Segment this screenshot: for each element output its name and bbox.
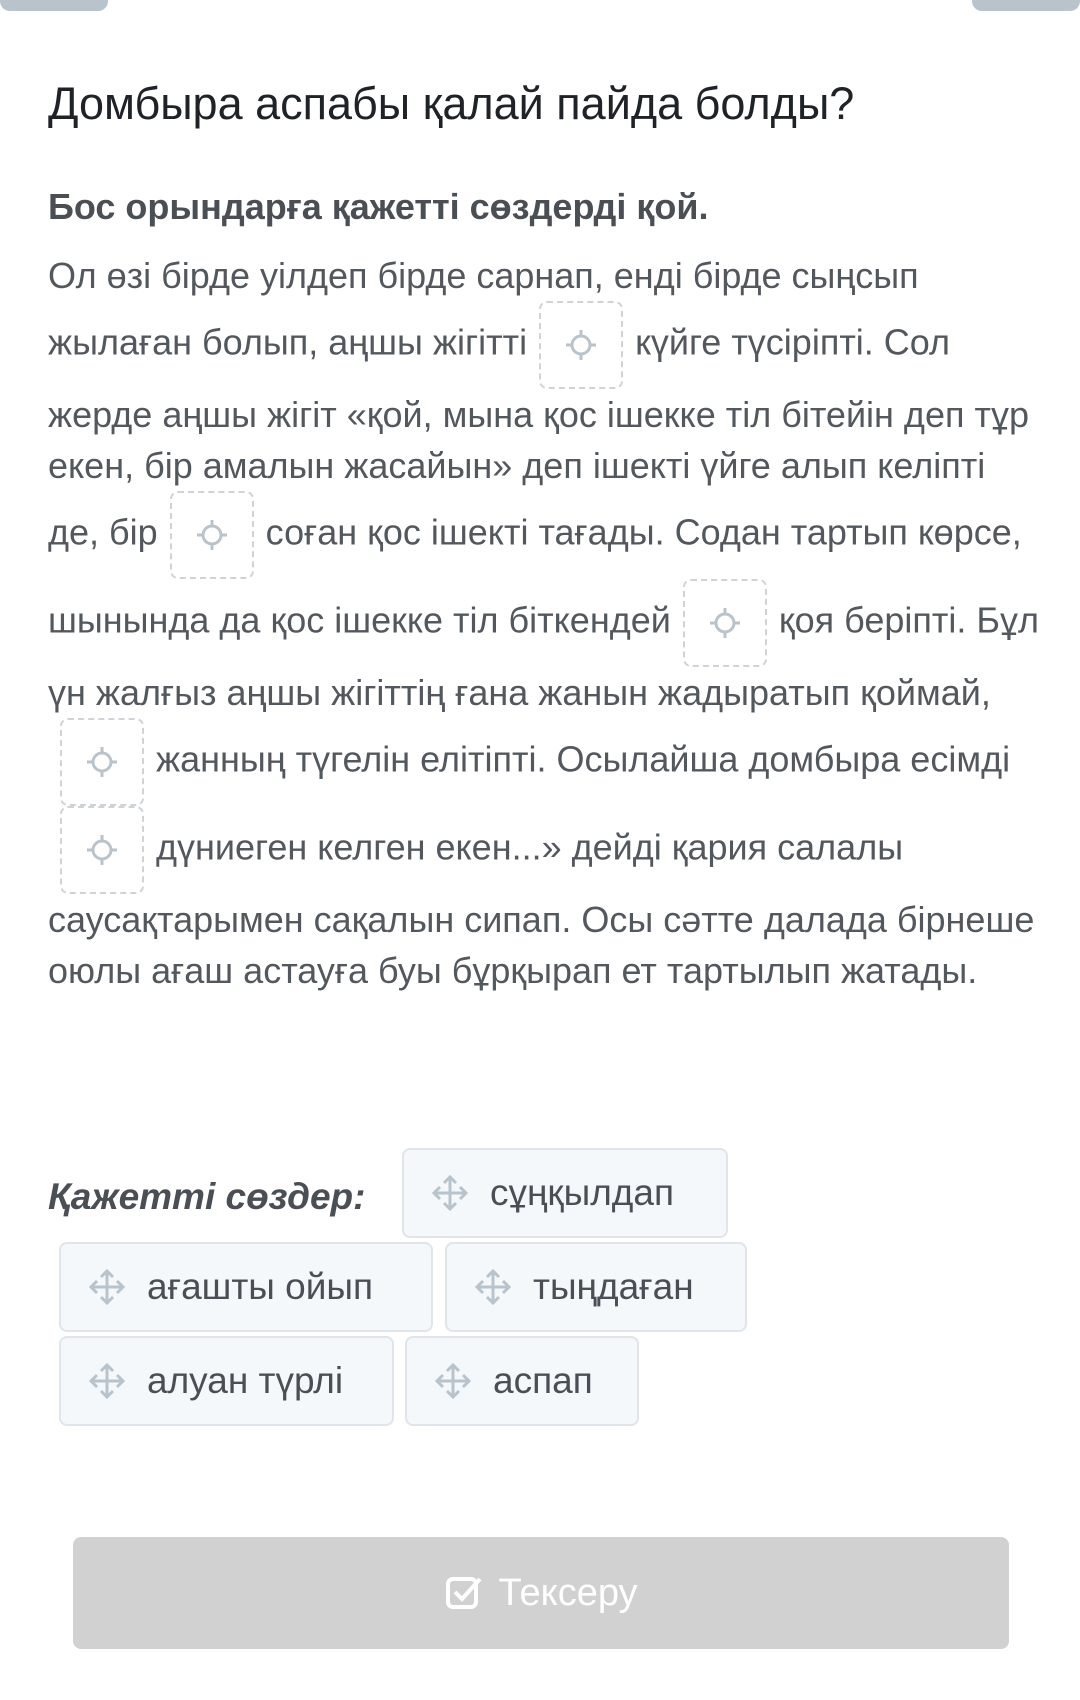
blank-drop-zone-3[interactable]: [683, 579, 767, 667]
move-arrows-icon: [433, 1361, 473, 1401]
check-button[interactable]: [73, 1537, 1009, 1649]
passage-segment-6: дүниеген келген екен...» дейді қария салалы саусақтарымен сақалын сипап. Осы сәтте далада бірнеше оюлы ағаш астауға буы бұрқырап ет тартылып жатады.: [48, 826, 1035, 991]
blank-drop-zone-5[interactable]: [60, 806, 144, 894]
blank-drop-zone-4[interactable]: [60, 718, 144, 806]
passage-text: [48, 250, 1043, 996]
check-button-label: Тексеру: [498, 1571, 638, 1614]
move-arrows-icon: [430, 1173, 470, 1213]
word-chip-label: тыңдаған: [533, 1266, 694, 1307]
instruction-text: Бос орындарға қажетті сөздерді қой.: [48, 186, 709, 227]
required-words-label: Қажетті сөздер:: [48, 1176, 366, 1217]
word-chip-2[interactable]: [59, 1242, 433, 1332]
blank-drop-zone-2[interactable]: [170, 491, 254, 579]
word-chip-label: сұңқылдап: [490, 1172, 675, 1213]
crosshair-icon: [563, 327, 599, 363]
move-arrows-icon: [87, 1361, 127, 1401]
passage-segment-2: күйге түсіріпті. Сол жерде аңшы жігіт «қой, мына қос ішекке тіл бітейін деп тұр екен, бір амалын жасайын» деп ішекті үйге алып келіпті де, бір: [48, 321, 1029, 553]
top-right-tab-stub: [972, 0, 1080, 11]
word-chip-3[interactable]: [445, 1242, 747, 1332]
page-title: Домбыра аспабы қалай пайда болды?: [48, 78, 855, 130]
passage-segment-3: соған қос ішекті тағады. Содан тартып көрсе, шынында да қос ішекке тіл біткендей: [48, 511, 1022, 641]
checkbox-check-icon: [444, 1573, 484, 1613]
passage-segment-4: қоя беріпті. Бұл үн жалғыз аңшы жігіттің ғана жанын жадыратып қоймай,: [48, 599, 1039, 713]
word-chip-label: ағашты ойып: [147, 1266, 374, 1307]
passage-segment-5: жанның түгелін елітіпті. Осылайша домбыра есімді: [156, 738, 1011, 780]
word-chip-5[interactable]: [405, 1336, 639, 1426]
crosshair-icon: [84, 832, 120, 868]
crosshair-icon: [84, 744, 120, 780]
top-left-tab-stub: [0, 0, 108, 11]
word-chip-label: аспап: [493, 1360, 593, 1401]
move-arrows-icon: [87, 1267, 127, 1307]
passage-segment-1: Ол өзі бірде уілдеп бірде сарнап, енді бірде сыңсып жылаған болып, аңшы жігітті: [48, 255, 919, 363]
word-chip-4[interactable]: [59, 1336, 394, 1426]
word-chip-1[interactable]: [402, 1148, 728, 1238]
blank-drop-zone-1[interactable]: [539, 301, 623, 389]
move-arrows-icon: [473, 1267, 513, 1307]
crosshair-icon: [707, 605, 743, 641]
crosshair-icon: [194, 517, 230, 553]
word-chip-label: алуан түрлі: [147, 1360, 344, 1401]
